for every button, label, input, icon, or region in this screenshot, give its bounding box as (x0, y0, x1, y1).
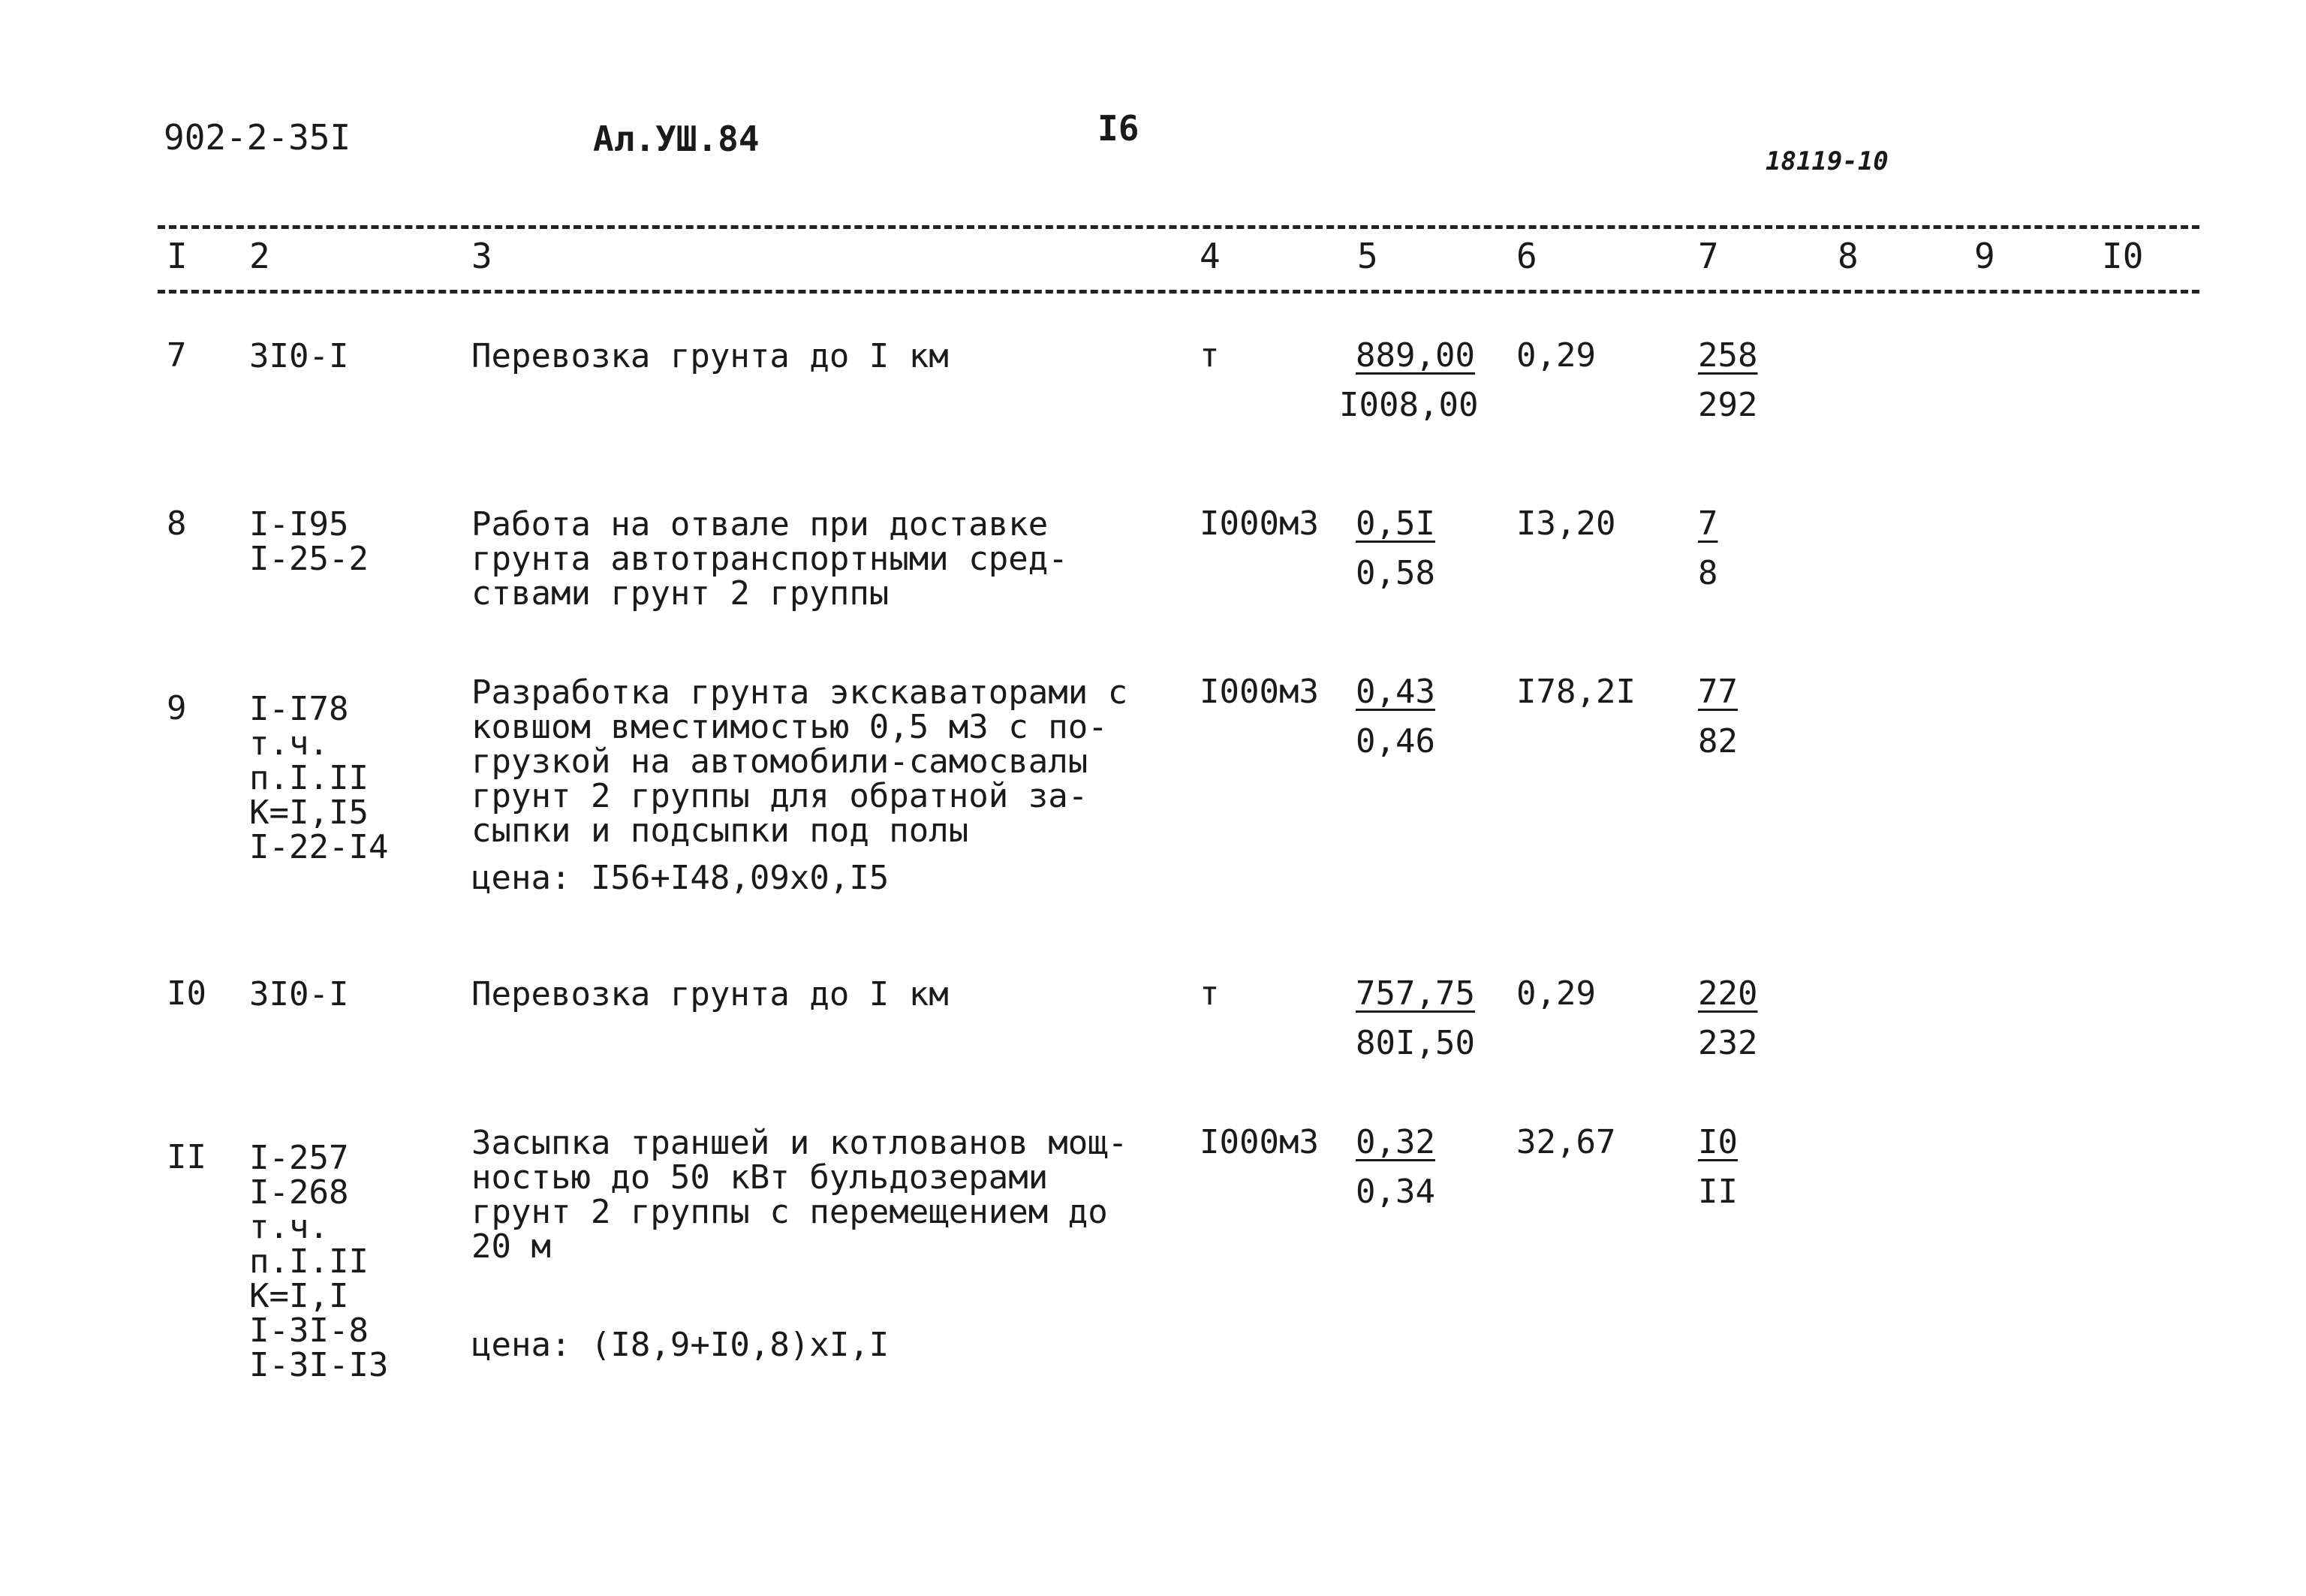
cost-denominator: 8 (1698, 554, 1718, 592)
work-description: Засыпка траншей и котлованов мощ- ностью до 50 кВт бульдозерами грунт 2 группы с перемещением до 20 м (471, 1124, 1128, 1266)
work-description: Перевозка грунта до I км (471, 337, 949, 375)
norm-code: I-I78 т.ч. п.I.II К=I,I5 I-22-I4 (249, 690, 389, 866)
unit-of-measure: I000м3 (1200, 504, 1319, 543)
column-header-10: I0 (2102, 236, 2144, 276)
column-header-4: 4 (1200, 236, 1221, 276)
handwritten-stamp: 18119-10 (1766, 146, 1889, 176)
column-header-6: 6 (1516, 236, 1537, 276)
column-header-3: 3 (471, 236, 492, 276)
norm-code: I-257 I-268 т.ч. п.I.II К=I,I I-3I-8 I-3I-I3 (249, 1139, 389, 1384)
unit-rate: 0,29 (1516, 336, 1596, 375)
quantity-numerator: 0,5I (1356, 504, 1435, 543)
price-formula: цена: (I8,9+I0,8)xI,I (471, 1326, 890, 1364)
unit-of-measure: т (1200, 974, 1220, 1013)
column-header-1: I (167, 236, 188, 276)
column-header-7: 7 (1698, 236, 1719, 276)
unit-of-measure: т (1200, 336, 1220, 375)
work-description: Работа на отвале при доставке грунта автотранспортными сред- ствами грунт 2 группы (471, 505, 1068, 613)
quantity-denominator: 0,46 (1356, 722, 1435, 760)
column-header-8: 8 (1838, 236, 1859, 276)
document-code: 902-2-35I (164, 117, 351, 158)
quantity-numerator: 0,43 (1356, 673, 1435, 711)
row-number: II (167, 1138, 206, 1176)
cost-numerator: I0 (1698, 1123, 1738, 1161)
unit-rate: I78,2I (1516, 673, 1636, 711)
row-number: 8 (167, 504, 187, 543)
quantity-denominator: 80I,50 (1356, 1024, 1475, 1062)
cost-numerator: 7 (1698, 504, 1718, 543)
unit-of-measure: I000м3 (1200, 1123, 1319, 1161)
unit-rate: 0,29 (1516, 974, 1596, 1013)
page-number: I6 (1097, 108, 1139, 149)
unit-rate: 32,67 (1516, 1123, 1616, 1161)
row-number: 7 (167, 336, 187, 375)
cost-denominator: 82 (1698, 722, 1738, 760)
unit-of-measure: I000м3 (1200, 673, 1319, 711)
cost-numerator: 220 (1698, 974, 1758, 1013)
unit-rate: I3,20 (1516, 504, 1616, 543)
cost-denominator: II (1698, 1173, 1738, 1211)
quantity-denominator: 0,58 (1356, 554, 1435, 592)
header-rule-bottom (158, 290, 2199, 294)
norm-code: 3I0-I (249, 337, 349, 375)
header-rule-top (158, 225, 2199, 229)
quantity-numerator: 889,00 (1356, 336, 1475, 375)
album-number: Ал.УШ.84 (593, 119, 760, 159)
quantity-numerator: 0,32 (1356, 1123, 1435, 1161)
price-formula: цена: I56+I48,09x0,I5 (471, 859, 890, 897)
cost-denominator: 232 (1698, 1024, 1758, 1062)
quantity-denominator: I008,00 (1339, 386, 1479, 424)
row-number: 9 (167, 689, 187, 727)
row-number: I0 (167, 974, 206, 1013)
work-description: Разработка грунта экскаваторами с ковшом вместимостью 0,5 м3 с по- грузкой на автомобили-самосвалы грунт 2 группы для обратной за- сыпки и подсыпки под полы (471, 673, 1128, 850)
norm-code: 3I0-I (249, 975, 349, 1013)
cost-numerator: 258 (1698, 336, 1758, 375)
quantity-numerator: 757,75 (1356, 974, 1475, 1013)
column-header-9: 9 (1974, 236, 1995, 276)
column-header-2: 2 (249, 236, 270, 276)
column-header-5: 5 (1357, 236, 1378, 276)
norm-code: I-I95 I-25-2 (249, 505, 369, 578)
cost-denominator: 292 (1698, 386, 1758, 424)
cost-numerator: 77 (1698, 673, 1738, 711)
quantity-denominator: 0,34 (1356, 1173, 1435, 1211)
work-description: Перевозка грунта до I км (471, 975, 949, 1013)
